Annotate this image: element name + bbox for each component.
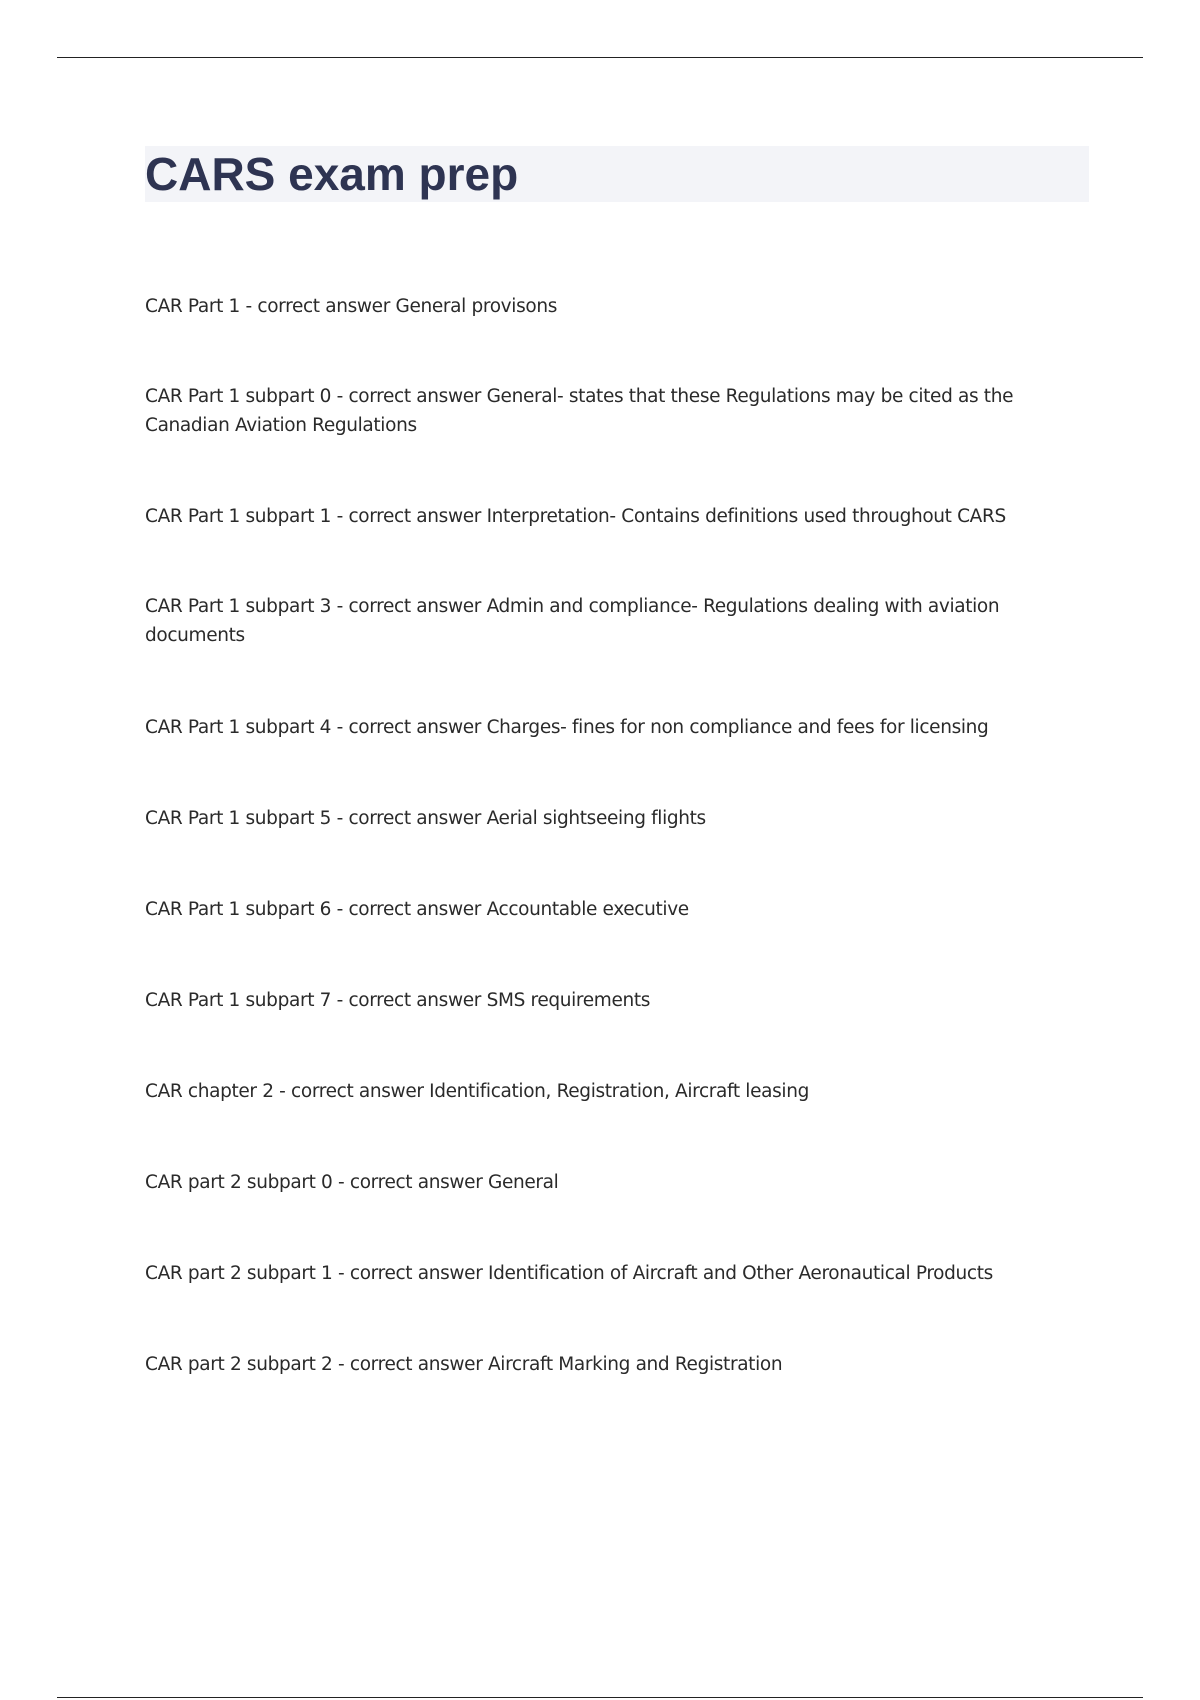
- qa-answer: Accountable executive: [486, 899, 689, 920]
- qa-item: [145, 1077, 1045, 1106]
- qa-answer-label: correct answer: [348, 899, 482, 920]
- qa-item: [145, 986, 1045, 1015]
- header-rule: [57, 57, 1143, 58]
- qa-separator: -: [338, 1263, 345, 1284]
- qa-term: CAR Part 1 subpart 1: [145, 506, 332, 527]
- qa-item: [145, 292, 1045, 321]
- qa-answer: Interpretation- Contains definitions used throughout CARS: [486, 506, 1006, 527]
- qa-term: CAR Part 1 subpart 4: [145, 717, 332, 738]
- qa-answer: Aircraft Marking and Registration: [487, 1354, 783, 1375]
- qa-separator: -: [336, 717, 343, 738]
- qa-term: CAR Part 1 subpart 3: [145, 596, 332, 617]
- qa-item: [145, 1168, 1045, 1197]
- footer-rule: [57, 1697, 1143, 1698]
- qa-separator: -: [336, 899, 343, 920]
- qa-term: CAR Part 1 subpart 7: [145, 990, 332, 1011]
- qa-item: [145, 502, 1045, 531]
- qa-answer-label: correct answer: [349, 1263, 483, 1284]
- qa-term: CAR part 2 subpart 0: [145, 1172, 333, 1193]
- qa-separator: -: [336, 990, 343, 1011]
- qa-answer-label: correct answer: [348, 506, 482, 527]
- qa-separator: -: [245, 296, 252, 317]
- qa-item: [145, 1259, 1045, 1288]
- qa-answer-label: correct answer: [348, 596, 482, 617]
- qa-term: CAR Part 1 subpart 6: [145, 899, 332, 920]
- qa-answer: Charges- fines for non compliance and fees for licensing: [486, 717, 989, 738]
- qa-item: [145, 895, 1045, 924]
- qa-answer-label: correct answer: [257, 296, 390, 317]
- qa-item: [145, 1350, 1045, 1379]
- qa-answer-label: correct answer: [348, 386, 482, 407]
- qa-term: CAR Part 1 subpart 5: [145, 808, 332, 829]
- qa-answer: Admin and compliance- Regulations dealing with aviation documents: [145, 596, 1000, 646]
- document-title: CARS exam prep: [145, 148, 519, 200]
- qa-answer: Identification of Aircraft and Other Aeronautical Products: [487, 1263, 993, 1284]
- qa-term: CAR chapter 2: [145, 1081, 274, 1102]
- qa-separator: -: [336, 506, 343, 527]
- qa-item: [145, 592, 1045, 650]
- qa-answer-label: correct answer: [349, 1354, 483, 1375]
- qa-item: [145, 804, 1045, 833]
- qa-answer: General provisons: [395, 296, 557, 317]
- qa-term: CAR part 2 subpart 2: [145, 1354, 333, 1375]
- qa-answer: Aerial sightseeing flights: [486, 808, 706, 829]
- qa-answer: SMS requirements: [486, 990, 651, 1011]
- qa-separator: -: [279, 1081, 286, 1102]
- qa-answer-label: correct answer: [348, 717, 482, 738]
- qa-term: CAR Part 1 subpart 0: [145, 386, 332, 407]
- qa-answer: General: [487, 1172, 559, 1193]
- qa-separator: -: [336, 596, 343, 617]
- qa-separator: -: [336, 808, 343, 829]
- qa-term: CAR Part 1: [145, 296, 240, 317]
- qa-separator: -: [336, 386, 343, 407]
- qa-answer-label: correct answer: [291, 1081, 424, 1102]
- qa-answer-label: correct answer: [348, 990, 482, 1011]
- qa-item: [145, 713, 1045, 742]
- qa-term: CAR part 2 subpart 1: [145, 1263, 333, 1284]
- qa-answer: Identification, Registration, Aircraft leasing: [429, 1081, 809, 1102]
- qa-answer-label: correct answer: [348, 808, 482, 829]
- qa-item: [145, 382, 1045, 440]
- qa-separator: -: [338, 1172, 345, 1193]
- qa-answer-label: correct answer: [349, 1172, 483, 1193]
- qa-separator: -: [338, 1354, 345, 1375]
- qa-answer: General- states that these Regulations may be cited as the Canadian Aviation Regulations: [145, 386, 1014, 436]
